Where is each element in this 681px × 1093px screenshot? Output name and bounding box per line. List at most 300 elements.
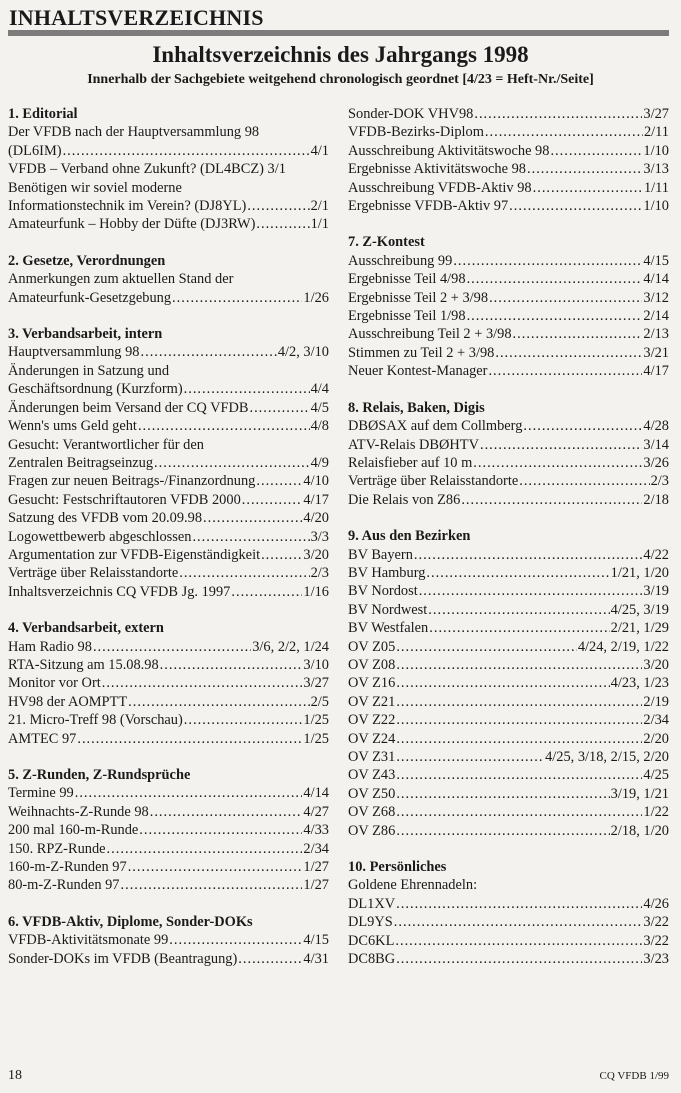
header-rule: [8, 30, 669, 36]
entry-title: 200 mal 160-m-Runde: [8, 822, 139, 839]
entry-title: Die Relais von Z86: [348, 491, 461, 508]
entry-page-ref: 3/12: [643, 289, 669, 306]
entry-page-ref: 4/15: [643, 252, 669, 269]
toc-entry: [348, 766, 669, 784]
entry-title: BV Bayern: [348, 546, 413, 563]
entry-title: Ausschreibung Teil 2 + 3/98: [348, 326, 512, 343]
entry-page-ref: 1/25: [303, 712, 329, 729]
entry-title: Amateurfunk-Gesetzgebung: [8, 289, 172, 306]
entry-title: Zentralen Beitragseinzug: [8, 454, 154, 471]
entry-title: OV Z08: [348, 656, 396, 673]
toc-section: [8, 619, 329, 748]
toc-entry: [348, 123, 669, 141]
toc-entry: [348, 785, 669, 803]
entry-title: Monitor vor Ort: [8, 675, 101, 692]
dot-leader: [429, 619, 609, 637]
entry-text: Benötigen wir soviel moderne: [8, 179, 182, 196]
entry-page-ref: 3/19: [643, 583, 669, 600]
toc-entry: [348, 638, 669, 656]
entry-page-ref: 2/34: [303, 840, 329, 857]
entry-page-ref: 3/10: [303, 656, 329, 673]
toc-entry: [348, 344, 669, 362]
dot-leader: [128, 693, 309, 711]
dot-leader: [396, 711, 642, 729]
dot-leader: [169, 931, 302, 949]
toc-entry: [8, 417, 329, 435]
dot-leader: [107, 840, 303, 858]
toc-entry: [348, 252, 669, 270]
dot-leader: [489, 289, 642, 307]
toc-entry: [8, 215, 329, 233]
toc-entry: [8, 711, 329, 729]
entry-title: OV Z21: [348, 693, 396, 710]
left-column: [8, 105, 329, 968]
entry-text: VFDB – Verband ohne Zukunft? (DL4BCZ) 3/1: [8, 161, 286, 178]
dot-leader: [261, 546, 302, 564]
toc-entry: [8, 931, 329, 949]
entry-title: BV Nordost: [348, 583, 418, 600]
entry-page-ref: 2/11: [643, 124, 669, 141]
dot-leader: [474, 105, 642, 123]
dot-leader: [192, 528, 309, 546]
dot-leader: [396, 693, 642, 711]
entry-page-ref: 3/27: [643, 106, 669, 122]
entry-title: Ausschreibung 99: [348, 252, 453, 269]
entry-title: Relaisfieber auf 10 m: [348, 454, 473, 471]
toc-entry: [348, 674, 669, 692]
entry-page-ref: 3/13: [643, 161, 669, 178]
entry-title: Ergebnisse Teil 2 + 3/98: [348, 289, 489, 306]
entry-text: Goldene Ehrennadeln:: [348, 877, 478, 894]
dot-leader: [231, 583, 302, 601]
dot-leader: [139, 821, 302, 839]
dot-leader: [396, 766, 642, 784]
dot-leader: [238, 950, 302, 968]
entry-title: DL1XV: [348, 895, 396, 912]
entry-page-ref: 3/22: [643, 932, 669, 949]
dot-leader: [242, 491, 303, 509]
toc-entry: [8, 454, 329, 472]
dot-leader: [138, 417, 310, 435]
section-header-label: INHALTSVERZEICHNIS: [9, 5, 264, 30]
entry-page-ref: 1/10: [643, 198, 669, 215]
dot-leader: [395, 932, 642, 950]
entry-title: VFDB-Aktivitätsmonate 99: [8, 932, 169, 949]
entry-page-ref: 4/33: [303, 822, 329, 839]
toc-entry: [348, 436, 669, 454]
dot-leader: [396, 748, 544, 766]
entry-page-ref: 1/16: [303, 583, 329, 600]
entry-title: OV Z31: [348, 749, 396, 765]
dot-leader: [396, 822, 609, 840]
entry-title: OV Z22: [348, 712, 396, 729]
dot-leader: [203, 509, 302, 527]
toc-entry: [8, 876, 329, 894]
section-heading: 4. Verbandsarbeit, extern: [8, 620, 164, 637]
entry-page-ref: 3/21: [643, 344, 669, 361]
entry-page-ref: 3/3: [310, 528, 329, 545]
toc-entry: [348, 693, 669, 711]
entry-page-ref: 2/21, 1/29: [610, 620, 669, 637]
entry-title: Ergebnisse Teil 1/98: [348, 308, 466, 325]
dot-leader: [426, 564, 609, 582]
toc-entry: [8, 583, 329, 601]
entry-page-ref: 2/1: [310, 198, 329, 215]
dot-leader: [509, 197, 642, 215]
entry-page-ref: 2/5: [310, 693, 329, 710]
entry-title: Stimmen zu Teil 2 + 3/98: [348, 344, 495, 361]
dot-leader: [428, 601, 609, 619]
entry-title: 160-m-Z-Runden 97: [8, 859, 127, 876]
toc-entry: [348, 454, 669, 472]
entry-title: Verträge über Relaisstandorte: [348, 473, 519, 490]
dot-leader: [396, 950, 642, 968]
entry-title: Ausschreibung VFDB-Aktiv 98: [348, 179, 532, 196]
entry-title: Ergebnisse Aktivitätswoche 98: [348, 161, 526, 178]
entry-page-ref: 2/13: [643, 326, 669, 343]
toc-entry: [348, 601, 669, 619]
entry-title: Neuer Kontest-Manager: [348, 363, 488, 380]
page-number: 18: [8, 1068, 22, 1083]
entry-text: Gesucht: Verantwortlicher für den: [8, 436, 204, 453]
dot-leader: [179, 564, 309, 582]
dot-leader: [184, 711, 303, 729]
entry-title: OV Z43: [348, 767, 396, 784]
entry-page-ref: 4/23, 1/23: [610, 675, 669, 692]
right-column: [348, 105, 669, 968]
page-subtitle: Innerhalb der Sachgebiete weitgehend chronologisch geordnet [4/23 = Heft-Nr./Seite]: [87, 72, 594, 87]
toc-entry: [8, 950, 329, 968]
entry-page-ref: 1/11: [643, 179, 669, 196]
toc-section: [8, 252, 329, 307]
entry-title: OV Z68: [348, 804, 396, 821]
toc-section: [8, 913, 329, 968]
dot-leader: [396, 895, 642, 913]
dot-leader: [75, 784, 303, 802]
entry-page-ref: 1/27: [303, 859, 329, 876]
entry-title: Sonder-DOK VHV98: [348, 106, 474, 122]
entry-page-ref: 4/20: [303, 510, 329, 527]
toc-entry: [348, 325, 669, 343]
entry-title: Gesucht: Festschriftautoren VFDB 2000: [8, 491, 241, 508]
dot-leader: [480, 436, 642, 454]
entry-page-ref: 1/26: [303, 289, 329, 306]
entry-title: Ausschreibung Aktivitätswoche 98: [348, 142, 550, 159]
section-heading: 6. VFDB-Aktiv, Diplome, Sonder-DOKs: [8, 913, 253, 930]
entry-title: DC6KL: [348, 932, 395, 949]
dot-leader: [256, 472, 302, 490]
entry-page-ref: 3/20: [643, 656, 669, 673]
entry-page-ref: 4/5: [310, 399, 329, 416]
dot-leader: [523, 417, 642, 435]
toc-entry: [8, 840, 329, 858]
toc-entry: [348, 711, 669, 729]
entry-title: OV Z24: [348, 730, 396, 747]
entry-title: Verträge über Relaisstandorte: [8, 565, 179, 582]
toc-entry: [348, 582, 669, 600]
entry-page-ref: 4/24, 2/19, 1/22: [577, 638, 669, 655]
toc-entry: [8, 509, 329, 527]
toc-entry: [8, 343, 329, 361]
dot-leader: [396, 803, 642, 821]
entry-title: ATV-Relais DBØHTV: [348, 436, 479, 453]
entry-page-ref: 2/3: [310, 565, 329, 582]
toc-entry: [348, 748, 669, 766]
entry-page-ref: 3/26: [643, 454, 669, 471]
dot-leader: [394, 913, 643, 931]
toc-entry: [8, 546, 329, 564]
toc-entry: [348, 289, 669, 307]
toc-entry: [348, 362, 669, 380]
toc-section: [8, 766, 329, 895]
dot-leader: [461, 491, 642, 509]
entry-title: Wenn's ums Geld geht: [8, 418, 137, 435]
entry-page-ref: 4/27: [303, 803, 329, 820]
entry-page-ref: 4/26: [643, 895, 669, 912]
dot-leader: [247, 197, 309, 215]
entry-text: Änderungen in Satzung und: [8, 362, 170, 379]
dot-leader: [160, 656, 303, 674]
entry-page-ref: 4/15: [303, 932, 329, 949]
toc-entry: [348, 491, 669, 509]
entry-page-ref: 3/27: [303, 675, 329, 692]
toc-entry: [348, 105, 669, 123]
entry-title: RTA-Sitzung am 15.08.98: [8, 656, 159, 673]
entry-text: Anmerkungen zum aktuellen Stand der: [8, 271, 234, 288]
dot-leader: [141, 343, 277, 361]
dot-leader: [256, 215, 309, 233]
dot-leader: [513, 325, 643, 343]
entry-title: BV Hamburg: [348, 564, 426, 581]
section-heading: 2. Gesetze, Verordnungen: [8, 252, 166, 269]
entry-page-ref: 1/21, 1/20: [610, 564, 669, 581]
dot-leader: [467, 307, 643, 325]
dot-leader: [396, 674, 609, 692]
toc-entry: [8, 528, 329, 546]
entry-title: 80-m-Z-Runden 97: [8, 877, 120, 894]
entry-page-ref: 2/34: [643, 712, 669, 729]
dot-leader: [473, 454, 642, 472]
toc-entry: [348, 270, 669, 288]
entry-page-ref: 1/27: [303, 877, 329, 894]
entry-page-ref: 2/19: [643, 693, 669, 710]
entry-title: Sonder-DOKs im VFDB (Beantragung): [8, 950, 238, 967]
entry-title: DL9YS: [348, 914, 393, 931]
toc-section: [348, 105, 669, 215]
dot-leader: [419, 582, 643, 600]
section-heading: 5. Z-Runden, Z-Rundsprüche: [8, 767, 191, 783]
entry-title: Ergebnisse Teil 4/98: [348, 271, 466, 288]
entry-page-ref: 4/9: [310, 454, 329, 471]
page-title: Inhaltsverzeichnis des Jahrgangs 1998: [152, 42, 529, 67]
toc-entry: [8, 693, 329, 711]
entry-title: Fragen zur neuen Beitrags-/Finanzordnung: [8, 473, 256, 490]
entry-title: Informationstechnik im Verein? (DJ8YL): [8, 198, 247, 215]
section-heading: 9. Aus den Bezirken: [348, 528, 471, 545]
entry-title: Geschäftsordnung (Kurzform): [8, 381, 183, 398]
entry-title: BV Westfalen: [348, 620, 429, 637]
dot-leader: [533, 179, 643, 197]
toc-entry: [348, 179, 669, 197]
entry-title: DC8BG: [348, 951, 396, 968]
dot-leader: [150, 803, 303, 821]
toc-entry: [8, 674, 329, 692]
entry-title: Ham Radio 98: [8, 638, 92, 655]
entry-page-ref: 1/22: [643, 804, 669, 821]
toc-entry: [348, 913, 669, 931]
entry-page-ref: 1/10: [643, 142, 669, 159]
toc-entry: [348, 803, 669, 821]
toc-entry: [8, 289, 329, 307]
entry-page-ref: 3/22: [643, 914, 669, 931]
toc-entry: [348, 546, 669, 564]
section-heading: 3. Verbandsarbeit, intern: [8, 326, 163, 343]
toc-entry: [8, 784, 329, 802]
toc-section: [348, 233, 669, 380]
entry-page-ref: 4/10: [303, 473, 329, 490]
dot-leader: [63, 142, 310, 160]
entry-page-ref: 2/18, 1/20: [610, 822, 669, 839]
entry-page-ref: 4/25: [643, 767, 669, 784]
entry-page-ref: 3/19, 1/21: [610, 785, 669, 802]
entry-title: Termine 99: [8, 785, 74, 802]
toc-entry: [8, 858, 329, 876]
entry-page-ref: 2/3: [650, 473, 669, 490]
dot-leader: [249, 399, 309, 417]
entry-title: DBØSAX auf dem Collmberg: [348, 418, 523, 435]
toc-entry: [348, 822, 669, 840]
entry-title: OV Z05: [348, 638, 396, 655]
entry-page-ref: 2/18: [643, 491, 669, 508]
entry-title: (DL6IM): [8, 142, 62, 159]
entry-page-ref: 4/8: [310, 418, 329, 435]
toc-entry: [348, 417, 669, 435]
entry-title: Ergebnisse VFDB-Aktiv 97: [348, 198, 509, 215]
toc-entry: [348, 656, 669, 674]
entry-page-ref: 4/17: [303, 491, 329, 508]
dot-leader: [467, 270, 643, 288]
entry-page-ref: 4/22: [643, 546, 669, 563]
toc-section: [348, 399, 669, 509]
entry-page-ref: 1/25: [303, 730, 329, 747]
dot-leader: [93, 638, 251, 656]
dot-leader: [77, 730, 302, 748]
entry-page-ref: 3/20: [303, 546, 329, 563]
entry-title: Satzung des VFDB vom 20.09.98: [8, 510, 203, 527]
entry-title: BV Nordwest: [348, 601, 428, 618]
section-heading: 10. Persönliches: [348, 859, 447, 876]
entry-page-ref: 2/20: [643, 730, 669, 747]
toc-entry: [348, 730, 669, 748]
toc-entry: [8, 730, 329, 748]
entry-text: Der VFDB nach der Hauptversammlung 98: [8, 124, 260, 141]
entry-page-ref: 4/17: [643, 363, 669, 380]
dot-leader: [172, 289, 302, 307]
entry-title: OV Z16: [348, 675, 396, 692]
entry-page-ref: 3/23: [643, 951, 669, 968]
dot-leader: [550, 142, 642, 160]
entry-title: Weihnachts-Z-Runde 98: [8, 803, 149, 820]
toc-entry: [348, 619, 669, 637]
entry-title: AMTEC 97: [8, 730, 77, 747]
entry-title: HV98 der AOMPTT: [8, 693, 128, 710]
dot-leader: [184, 380, 310, 398]
toc-entry: [8, 803, 329, 821]
dot-leader: [396, 785, 609, 803]
toc-entry: [8, 821, 329, 839]
entry-page-ref: 1/1: [310, 216, 329, 233]
toc-entry: [8, 638, 329, 656]
toc-entry: [348, 932, 669, 950]
toc-entry: [348, 160, 669, 178]
issue-label: CQ VFDB 1/99: [599, 1070, 669, 1082]
dot-leader: [102, 674, 303, 692]
dot-leader: [128, 858, 303, 876]
toc-entry: [348, 142, 669, 160]
entry-page-ref: 2/14: [643, 308, 669, 325]
toc-entry: [8, 656, 329, 674]
entry-title: VFDB-Bezirks-Diplom: [348, 124, 484, 141]
entry-title: Änderungen beim Versand der CQ VFDB: [8, 399, 249, 416]
dot-leader: [519, 472, 649, 490]
toc-entry: [348, 307, 669, 325]
entry-page-ref: 4/25, 3/19: [610, 601, 669, 618]
dot-leader: [396, 638, 577, 656]
toc-section: [348, 858, 669, 968]
dot-leader: [453, 252, 642, 270]
dot-leader: [488, 362, 642, 380]
toc-section: [8, 105, 329, 234]
section-heading: 7. Z-Kontest: [348, 234, 425, 251]
entry-title: 21. Micro-Treff 98 (Vorschau): [8, 712, 183, 729]
dot-leader: [485, 123, 643, 141]
toc-entry: [8, 564, 329, 582]
entry-title: OV Z86: [348, 822, 396, 839]
dot-leader: [154, 454, 310, 472]
toc-entry: [8, 142, 329, 160]
toc-entry: [8, 491, 329, 509]
entry-page-ref: 4/25, 3/18, 2/15, 2/20: [545, 749, 669, 765]
toc-entry: [348, 950, 669, 968]
entry-page-ref: 3/6, 2/2, 1/24: [252, 638, 329, 655]
entry-page-ref: 4/14: [643, 271, 669, 288]
dot-leader: [414, 546, 643, 564]
dot-leader: [121, 876, 303, 894]
entry-title: 150. RPZ-Runde: [8, 840, 106, 857]
toc-entry: [348, 895, 669, 913]
dot-leader: [396, 656, 642, 674]
entry-title: Hauptversammlung 98: [8, 344, 140, 361]
entry-page-ref: 3/14: [643, 436, 669, 453]
entry-page-ref: 4/28: [643, 418, 669, 435]
dot-leader: [495, 344, 642, 362]
section-heading: 8. Relais, Baken, Digis: [348, 399, 485, 416]
entry-page-ref: 4/31: [303, 950, 329, 967]
toc-entry: [348, 564, 669, 582]
entry-page-ref: 4/1: [310, 142, 329, 159]
entry-page-ref: 4/14: [303, 785, 329, 802]
entry-title: OV Z50: [348, 785, 396, 802]
toc-entry: [8, 197, 329, 215]
toc-entry: [8, 472, 329, 490]
toc-section: [348, 527, 669, 840]
entry-page-ref: 4/2, 3/10: [277, 344, 329, 361]
toc-entry: [8, 399, 329, 417]
dot-leader: [396, 730, 642, 748]
toc-entry: [8, 380, 329, 398]
section-heading: 1. Editorial: [8, 106, 78, 122]
toc-section: [8, 325, 329, 601]
